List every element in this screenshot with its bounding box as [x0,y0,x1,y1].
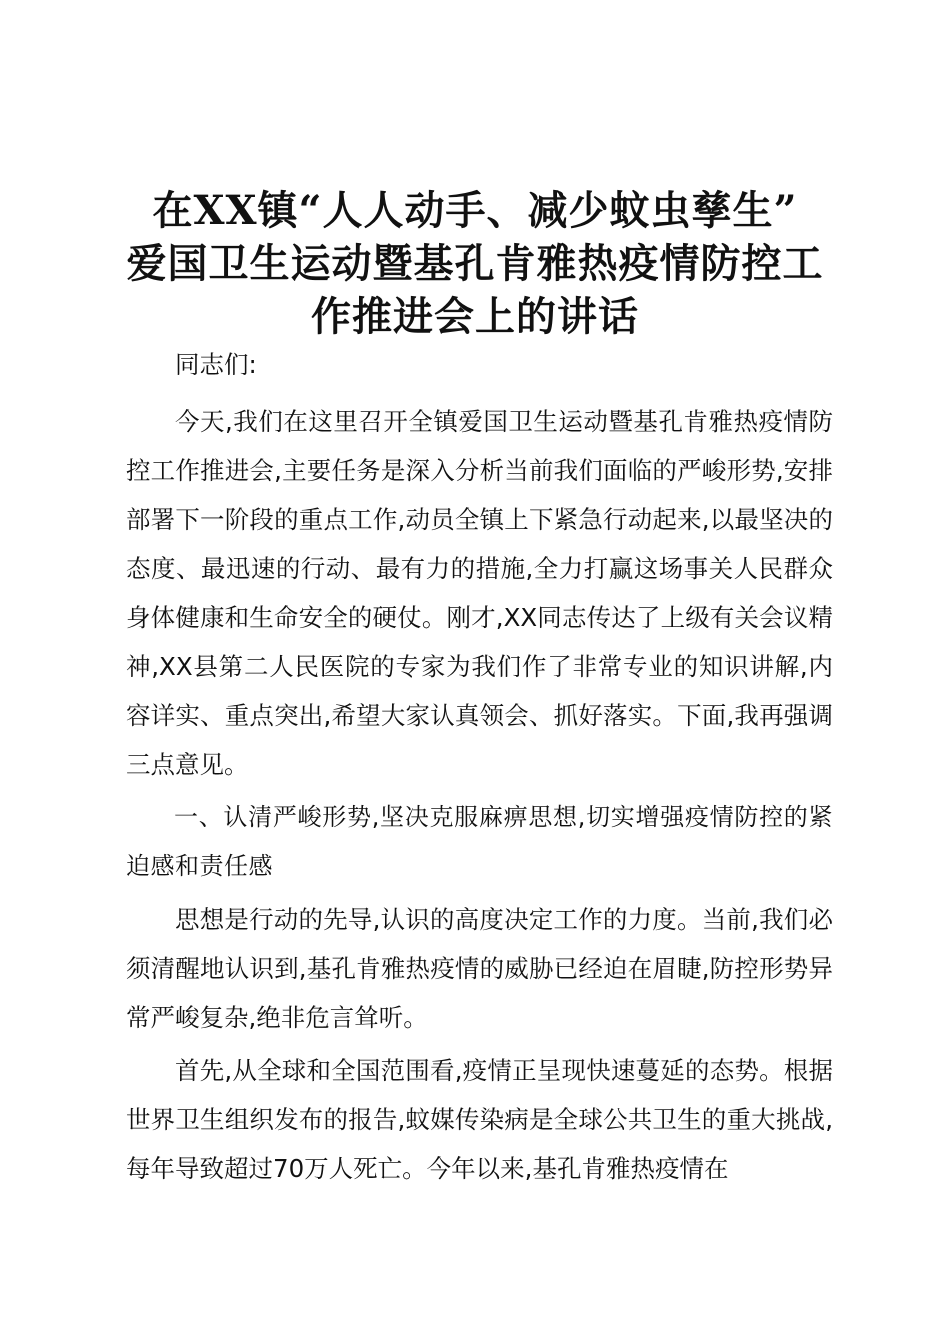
title-line-3: 作推进会上的讲话 [311,293,639,340]
document-title [110,184,840,343]
title-line-2: 爱国卫生运动暨基孔肯雅热疫情防控工 [126,240,824,287]
salutation: 同志们: [175,350,257,379]
section-heading-1: 一、认清严峻形势,坚决克服麻痹思想,切实增强疫情防控的紧迫感和责任感 [126,803,833,880]
document-body [126,340,833,1193]
paragraph-first-point: 首先,从全球和全国范围看,疫情正呈现快速蔓延的态势。根据世界卫生组织发布的报告,蚊媒传染病是全球公共卫生的重大挑战,每年导致超过70万人死亡。今年以来,基孔肯雅热疫情在 [126,1056,833,1183]
title-line-1: 在XX镇“人人动手、减少蚊虫孳生” [152,187,798,234]
paragraph-section-1: 思想是行动的先导,认识的高度决定工作的力度。当前,我们必须清醒地认识到,基孔肯雅热疫情的威胁已经迫在眉睫,防控形势异常严峻复杂,绝非危言耸听。 [126,905,833,1032]
paragraph-intro: 今天,我们在这里召开全镇爱国卫生运动暨基孔肯雅热疫情防控工作推进会,主要任务是深入分析当前我们面临的严峻形势,安排部署下一阶段的重点工作,动员全镇上下紧急行动起来,以最坚决的态度、最迅速的行动、最有力的措施,全力打赢这场事关人民群众身体健康和生命安全的硬仗。刚才,XX同志传达了上级有关会议精神,XX县第二人民医院的专家为我们作了非常专业的知识讲解,内容详实、重点突出,希望大家认真领会、抓好落实。下面,我再强调三点意见。 [126,407,833,779]
